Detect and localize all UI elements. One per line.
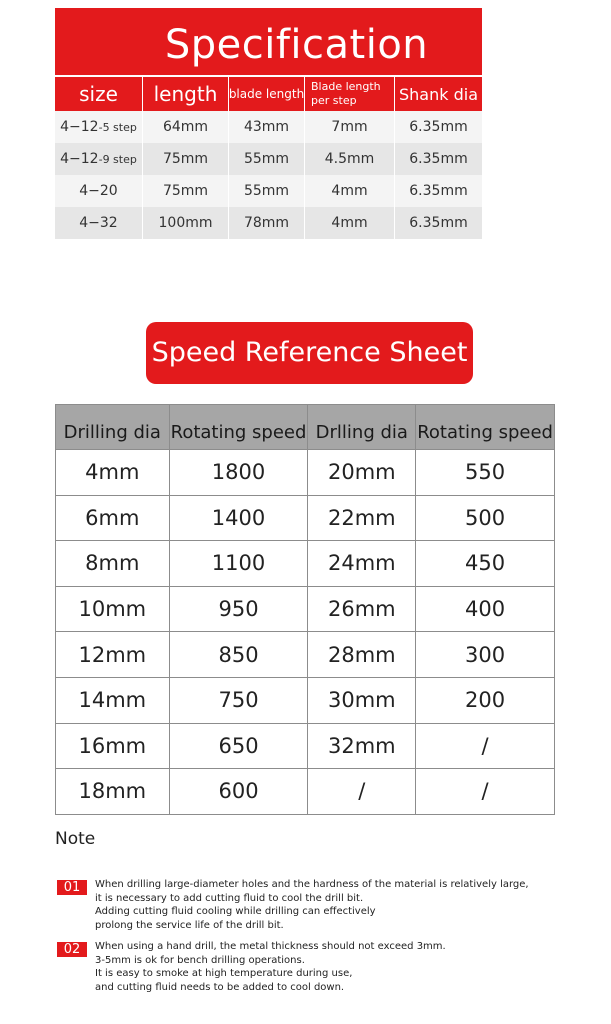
note-line: When drilling large-diameter holes and the hardness of the material is relatively large, xyxy=(95,879,529,890)
header-blade-per-step xyxy=(305,77,395,111)
cell-blade-length: 55mm xyxy=(229,175,305,207)
speed-reference-table xyxy=(55,404,555,815)
cell-speed: 450 xyxy=(416,541,555,587)
header-drilling-dia-2: Drlling dia xyxy=(308,405,416,450)
cell-shank: 6.35mm xyxy=(409,151,468,167)
speed-reference-title: Speed Reference Sheet xyxy=(146,322,473,384)
header-length: length xyxy=(143,77,229,111)
table-row xyxy=(56,450,555,496)
cell-speed: 850 xyxy=(169,632,308,678)
speed-header-row xyxy=(56,405,555,450)
header-rotating-speed: Rotating speed xyxy=(169,405,308,450)
cell-drill-dia: 20mm xyxy=(308,450,416,496)
note-line: it is necessary to add cutting fluid to cool the drill bit. xyxy=(95,892,364,904)
cell-drill-dia: 28mm xyxy=(308,632,416,678)
cell-length: 75mm xyxy=(143,143,229,175)
cell-drill-dia: 10mm xyxy=(56,586,170,632)
cell-size: 4−12 -5 step xyxy=(55,111,143,143)
header-blade-per-step-line2: per step xyxy=(311,94,357,107)
header-size: size xyxy=(55,77,143,111)
cell-drill-dia: 12mm xyxy=(56,632,170,678)
cell-drill-dia: 8mm xyxy=(56,541,170,587)
cell-speed: 1100 xyxy=(169,541,308,587)
cell-drill-dia: / xyxy=(308,769,416,815)
cell-speed: 950 xyxy=(169,586,308,632)
header-shank-dia: Shank dia xyxy=(399,84,478,104)
table-row xyxy=(56,632,555,678)
table-row xyxy=(56,541,555,587)
note-line: Adding cutting fluid cooling while drilling can effectively xyxy=(95,906,376,918)
cell-speed: 300 xyxy=(416,632,555,678)
cell-drill-dia: 24mm xyxy=(308,541,416,587)
cell-blade-length: 43mm xyxy=(229,111,305,143)
cell-speed: 600 xyxy=(169,769,308,815)
header-blade-per-step-line1: Blade length xyxy=(311,80,381,93)
cell-speed: 1800 xyxy=(169,450,308,496)
spec-title: Specification xyxy=(164,22,429,68)
cell-blade-length: 78mm xyxy=(229,207,305,239)
cell-length: 100mm xyxy=(143,207,229,239)
cell-length: 75mm xyxy=(143,175,229,207)
note-line: It is easy to smoke at high temperature during use, xyxy=(95,968,353,980)
cell-drill-dia: 16mm xyxy=(56,723,170,769)
table-row xyxy=(56,586,555,632)
header-drilling-dia: Drilling dia xyxy=(56,405,170,450)
table-row xyxy=(56,769,555,815)
cell-drill-dia: 18mm xyxy=(56,769,170,815)
cell-speed: 750 xyxy=(169,677,308,723)
cell-speed: 400 xyxy=(416,586,555,632)
cell-length: 64mm xyxy=(143,111,229,143)
cell-size: 4−12 -9 step xyxy=(55,143,143,175)
note-text xyxy=(95,878,529,932)
cell-size: 4−20 xyxy=(55,175,143,207)
cell-per-step: 4.5mm xyxy=(305,143,395,175)
table-row xyxy=(55,143,482,175)
note-line: and cutting fluid needs to be added to cool down. xyxy=(95,981,345,993)
cell-per-step: 4mm xyxy=(305,207,395,239)
table-row xyxy=(55,207,482,239)
note-number-badge: 01 xyxy=(57,880,87,895)
note-number-badge: 02 xyxy=(57,942,87,957)
table-row xyxy=(55,111,482,143)
cell-speed: 550 xyxy=(416,450,555,496)
specification-table xyxy=(55,8,482,239)
cell-speed: 650 xyxy=(169,723,308,769)
cell-speed: 500 xyxy=(416,495,555,541)
note-line: prolong the service life of the drill bit. xyxy=(95,919,284,931)
table-row xyxy=(55,175,482,207)
note-heading: Note xyxy=(55,829,96,849)
cell-shank: 6.35mm xyxy=(409,119,468,135)
cell-drill-dia: 14mm xyxy=(56,677,170,723)
spec-header-row xyxy=(55,75,482,111)
cell-speed: / xyxy=(416,769,555,815)
spec-title-bar xyxy=(55,8,482,75)
cell-per-step: 7mm xyxy=(305,111,395,143)
note-line: When using a hand drill, the metal thickness should not exceed 3mm. xyxy=(95,941,446,952)
cell-drill-dia: 26mm xyxy=(308,586,416,632)
cell-drill-dia: 30mm xyxy=(308,677,416,723)
cell-drill-dia: 32mm xyxy=(308,723,416,769)
cell-speed: 1400 xyxy=(169,495,308,541)
note-line: 3-5mm is ok for bench drilling operations. xyxy=(95,954,305,966)
header-rotating-speed-2: Rotating speed xyxy=(416,405,555,450)
cell-speed: 200 xyxy=(416,677,555,723)
note-text xyxy=(95,940,446,994)
spec-body xyxy=(55,111,482,239)
cell-drill-dia: 6mm xyxy=(56,495,170,541)
cell-drill-dia: 22mm xyxy=(308,495,416,541)
cell-shank: 6.35mm xyxy=(409,215,468,231)
table-row xyxy=(56,677,555,723)
cell-blade-length: 55mm xyxy=(229,143,305,175)
cell-shank: 6.35mm xyxy=(409,183,468,199)
cell-drill-dia: 4mm xyxy=(56,450,170,496)
header-blade-length: blade length xyxy=(229,77,305,111)
cell-size: 4−32 xyxy=(55,207,143,239)
cell-speed: / xyxy=(416,723,555,769)
table-row xyxy=(56,495,555,541)
table-row xyxy=(56,723,555,769)
cell-per-step: 4mm xyxy=(305,175,395,207)
